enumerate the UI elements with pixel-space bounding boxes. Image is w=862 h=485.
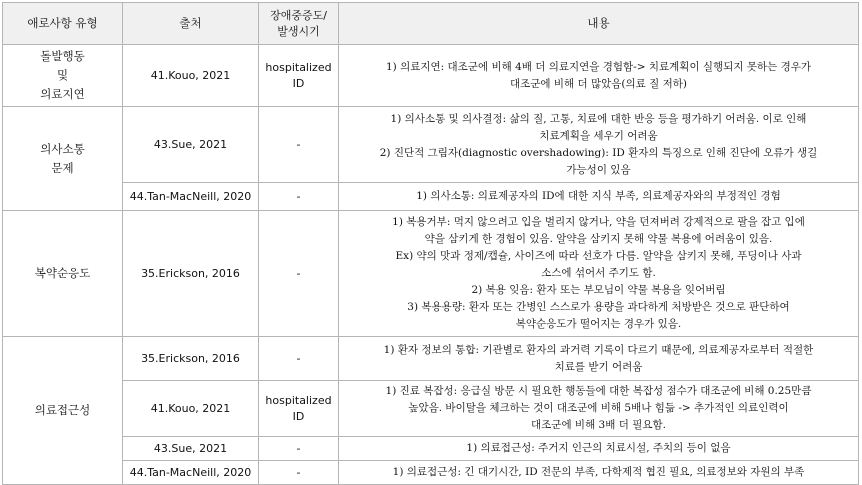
content-cell xyxy=(339,461,859,485)
content-line: 2) 진단적 그림자(diagnostic overshadowing): ID 환자의 특징으로 인해 진단에 오류가 생길 xyxy=(379,146,818,159)
content-cell xyxy=(339,211,859,337)
content-line: 1) 진료 복잡성: 응급실 방문 시 필요한 행동들에 대한 복잡성 점수가 대조군에 비해 0.25만큼 xyxy=(385,385,812,397)
content-cell xyxy=(339,381,859,437)
issue-type-line: 의사소통 xyxy=(40,141,85,156)
issue-type-cell xyxy=(3,211,123,337)
content-line: 가능성이 있음 xyxy=(566,163,631,176)
content-line: 치료계획을 세우기 어려움 xyxy=(539,129,658,142)
severity-cell xyxy=(259,45,339,107)
content-cell xyxy=(339,107,859,183)
source-cell: 43.Sue, 2021 xyxy=(123,107,259,183)
severity-cell: - xyxy=(259,337,339,381)
content-line: 1) 의료지연: 대조군에 비해 4배 더 의료지연을 경험함-> 치료계획이 실행되지 못하는 경우가 xyxy=(385,60,812,73)
issue-type-line: 의료지연 xyxy=(40,87,85,101)
severity-cell: - xyxy=(259,183,339,211)
table-row xyxy=(3,107,859,183)
header-severity-line: 발생시기 xyxy=(277,24,320,38)
table-row xyxy=(3,381,859,437)
severity-line: hospitalized xyxy=(265,393,332,407)
issue-type-line: 돌발행동 xyxy=(40,49,85,63)
table-row xyxy=(3,437,859,461)
header-severity xyxy=(259,3,339,45)
issue-type-line: 복약순응도 xyxy=(34,266,91,280)
content-line: 복약순응도가 떨어지는 경우가 있음. xyxy=(515,318,682,330)
severity-cell: - xyxy=(259,461,339,485)
issue-type-line: 의료접근성 xyxy=(34,403,91,417)
severity-cell: - xyxy=(259,211,339,337)
content-line: 1) 의사소통 및 의사결정: 삶의 질, 고통, 치료에 대한 반응 등을 평가하기 어려움. 이로 인해 xyxy=(390,112,807,125)
source-cell: 35.Erickson, 2016 xyxy=(123,211,259,337)
issue-type-line: 문제 xyxy=(51,160,74,175)
source-cell: 44.Tan-MacNeill, 2020 xyxy=(123,183,259,211)
content-line: 1) 환자 정보의 통합: 기관별로 환자의 과거력 기록이 다르기 때문에, 의료제공자로부터 적절한 xyxy=(383,343,814,356)
severity-cell: - xyxy=(259,437,339,461)
content-line: 높았음. 바이탈을 체크하는 것이 대조군에 비해 5배나 힘듦 -> 추가적인 의료인력이 xyxy=(408,402,789,414)
table-row xyxy=(3,461,859,485)
header-severity-line: 장애중증도/ xyxy=(270,8,327,22)
severity-line: ID xyxy=(292,76,305,90)
source-cell: 35.Erickson, 2016 xyxy=(123,337,259,381)
issues-table xyxy=(2,2,859,485)
source-cell: 41.Kouo, 2021 xyxy=(123,45,259,107)
issue-type-cell xyxy=(3,337,123,485)
content-cell xyxy=(339,183,859,211)
content-line: Ex) 약의 맛과 정제/캡슐, 사이즈에 따라 선호가 다름. 알약을 삼키지 못해, 푸딩이나 사과 xyxy=(395,250,802,262)
header-content: 내용 xyxy=(339,3,859,45)
table-row xyxy=(3,211,859,337)
issue-type-line: 및 xyxy=(56,68,69,82)
header-source: 출처 xyxy=(123,3,259,45)
content-line: 대조군에 비해 3배 더 필요함. xyxy=(531,419,666,431)
content-line: 1) 복용거부: 먹지 않으려고 입을 벌리지 않거나, 약을 던져버려 강제적으로 팔을 잡고 입에 xyxy=(392,216,805,228)
header-type: 애로사항 유형 xyxy=(3,3,123,45)
content-line: 대조군에 비해 더 많았음(의료 질 저하) xyxy=(509,77,688,90)
table-row xyxy=(3,45,859,107)
content-line: 소스에 섞어서 주기도 함. xyxy=(541,267,656,279)
issue-type-cell xyxy=(3,107,123,211)
severity-cell xyxy=(259,381,339,437)
severity-cell: - xyxy=(259,107,339,183)
content-line: 약을 삼키게 한 경험이 있음. 알약을 삼키지 못해 약물 복용에 어려움이 있음. xyxy=(424,233,773,245)
table-row xyxy=(3,183,859,211)
content-line: 2) 복용 잊음: 환자 또는 부모님이 약물 복용을 잊어버림 xyxy=(471,284,726,296)
severity-line: ID xyxy=(292,409,305,423)
header-row xyxy=(3,3,859,45)
source-cell: 43.Sue, 2021 xyxy=(123,437,259,461)
severity-line: hospitalized xyxy=(265,60,332,74)
source-cell: 44.Tan-MacNeill, 2020 xyxy=(123,461,259,485)
content-line: 1) 의료접근성: 긴 대기시간, ID 전문의 부족, 다학제적 협진 필요, 의료정보와 자원의 부족 xyxy=(392,466,805,478)
content-line: 3) 복용용량: 환자 또는 간병인 스스로가 용량을 과다하게 처방받은 것으로 판단하여 xyxy=(407,301,790,313)
content-line: 1) 의사소통: 의료제공자의 ID에 대한 지식 부족, 의료제공자와의 부정적인 경험 xyxy=(416,190,781,202)
content-line: 1) 의료접근성: 주거지 인근의 치료시설, 주치의 등이 없음 xyxy=(466,442,731,454)
content-cell xyxy=(339,337,859,381)
source-cell: 41.Kouo, 2021 xyxy=(123,381,259,437)
content-line: 치료를 받기 어려움 xyxy=(554,360,643,373)
issue-type-cell xyxy=(3,45,123,107)
content-cell xyxy=(339,437,859,461)
table-row xyxy=(3,337,859,381)
content-cell xyxy=(339,45,859,107)
